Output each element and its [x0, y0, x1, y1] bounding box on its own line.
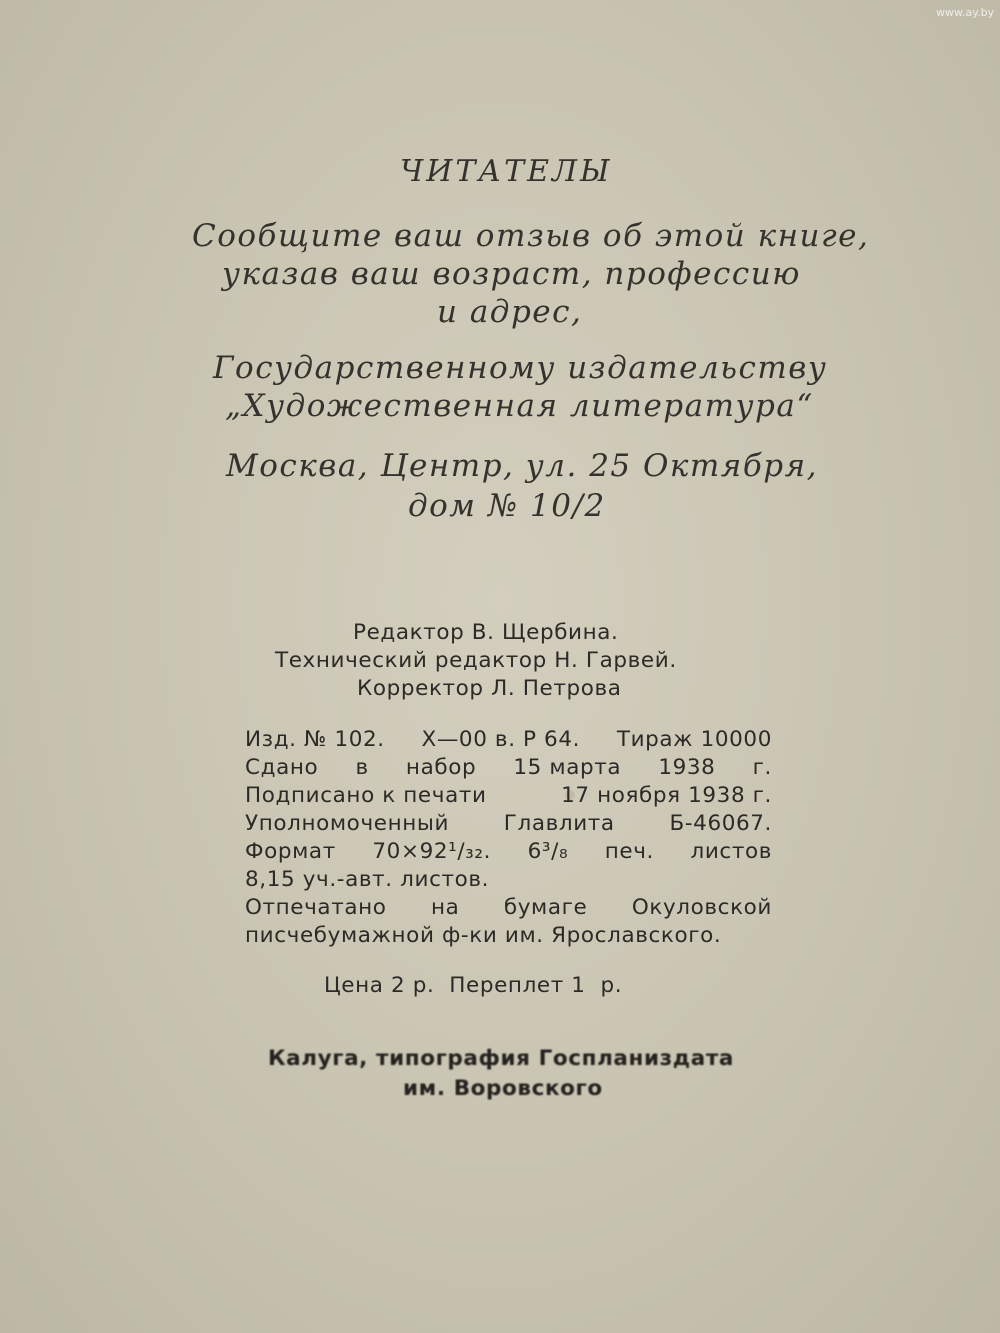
proofreader-credit: Корректор Л. Петрова [357, 676, 622, 701]
address-line-2: дом № 10/2 [408, 488, 606, 524]
imprint-word: Формат [245, 839, 336, 864]
imprint-word: на [430, 895, 460, 920]
imprint-word: Сдано [245, 755, 319, 780]
imprint-edition: Изд. № 102. [245, 727, 385, 752]
imprint-word: Окуловской [631, 895, 772, 920]
imprint-censor-code: Б-46067. [669, 811, 772, 836]
imprint-line-1 [245, 727, 772, 752]
readers-line-1: Сообщите ваш отзыв об этой книге, [192, 218, 870, 254]
imprint-signed: Подписано к печати [245, 783, 487, 808]
imprint-line-4 [245, 811, 772, 836]
imprint-code: Х—00 в. Р 64. [421, 727, 581, 752]
imprint-line-2 [245, 755, 772, 780]
watermark-text: www.ay.by [936, 6, 995, 19]
imprint-line-8: писчебумажной ф-ки им. Ярославского. [245, 923, 722, 948]
imprint-line-5 [245, 839, 772, 864]
tech-editor-credit: Технический редактор Н. Гарвей. [275, 648, 677, 673]
imprint-word: печ. [604, 839, 654, 864]
readers-line-3: и адрес, [437, 294, 583, 330]
price-line: Цена 2 р. Переплет 1 р. [324, 973, 623, 998]
imprint-sheets: 6³/₈ [527, 839, 569, 864]
imprint-print-run: Тираж 10000 [616, 727, 772, 752]
address-line-1: Москва, Центр, ул. 25 Октября, [226, 448, 818, 484]
imprint-line-3 [245, 783, 772, 808]
imprint-word: Главлита [503, 811, 615, 836]
imprint-word: в [355, 755, 369, 780]
imprint-year: 1938 [658, 755, 716, 780]
imprint-line-6: 8,15 уч.-авт. листов. [245, 867, 490, 892]
publisher-line-1: Государственному издательству [213, 350, 828, 386]
imprint-word: бумаге [503, 895, 588, 920]
readers-line-2: указав ваш возраст, профессию [222, 256, 801, 292]
imprint-format: 70×92¹/₃₂. [372, 839, 492, 864]
imprint-word: Отпечатано [245, 895, 387, 920]
editor-credit: Редактор В. Щербина. [353, 620, 619, 645]
imprint-word: г. [752, 755, 772, 780]
publisher-line-2: „Художественная литература“ [225, 388, 814, 424]
imprint-word: набор [405, 755, 477, 780]
imprint-date: 15 марта [513, 755, 622, 780]
printer-line-1: Калуга, типография Госпланиздата [268, 1046, 734, 1071]
imprint-line-7 [245, 895, 772, 920]
imprint-word: Уполномоченный [245, 811, 450, 836]
imprint-word: листов [690, 839, 772, 864]
readers-title: ЧИТАТЕЛЫ [400, 154, 613, 189]
printer-line-2: им. Воровского [403, 1076, 603, 1101]
imprint-signed-date: 17 ноября 1938 г. [561, 783, 772, 808]
